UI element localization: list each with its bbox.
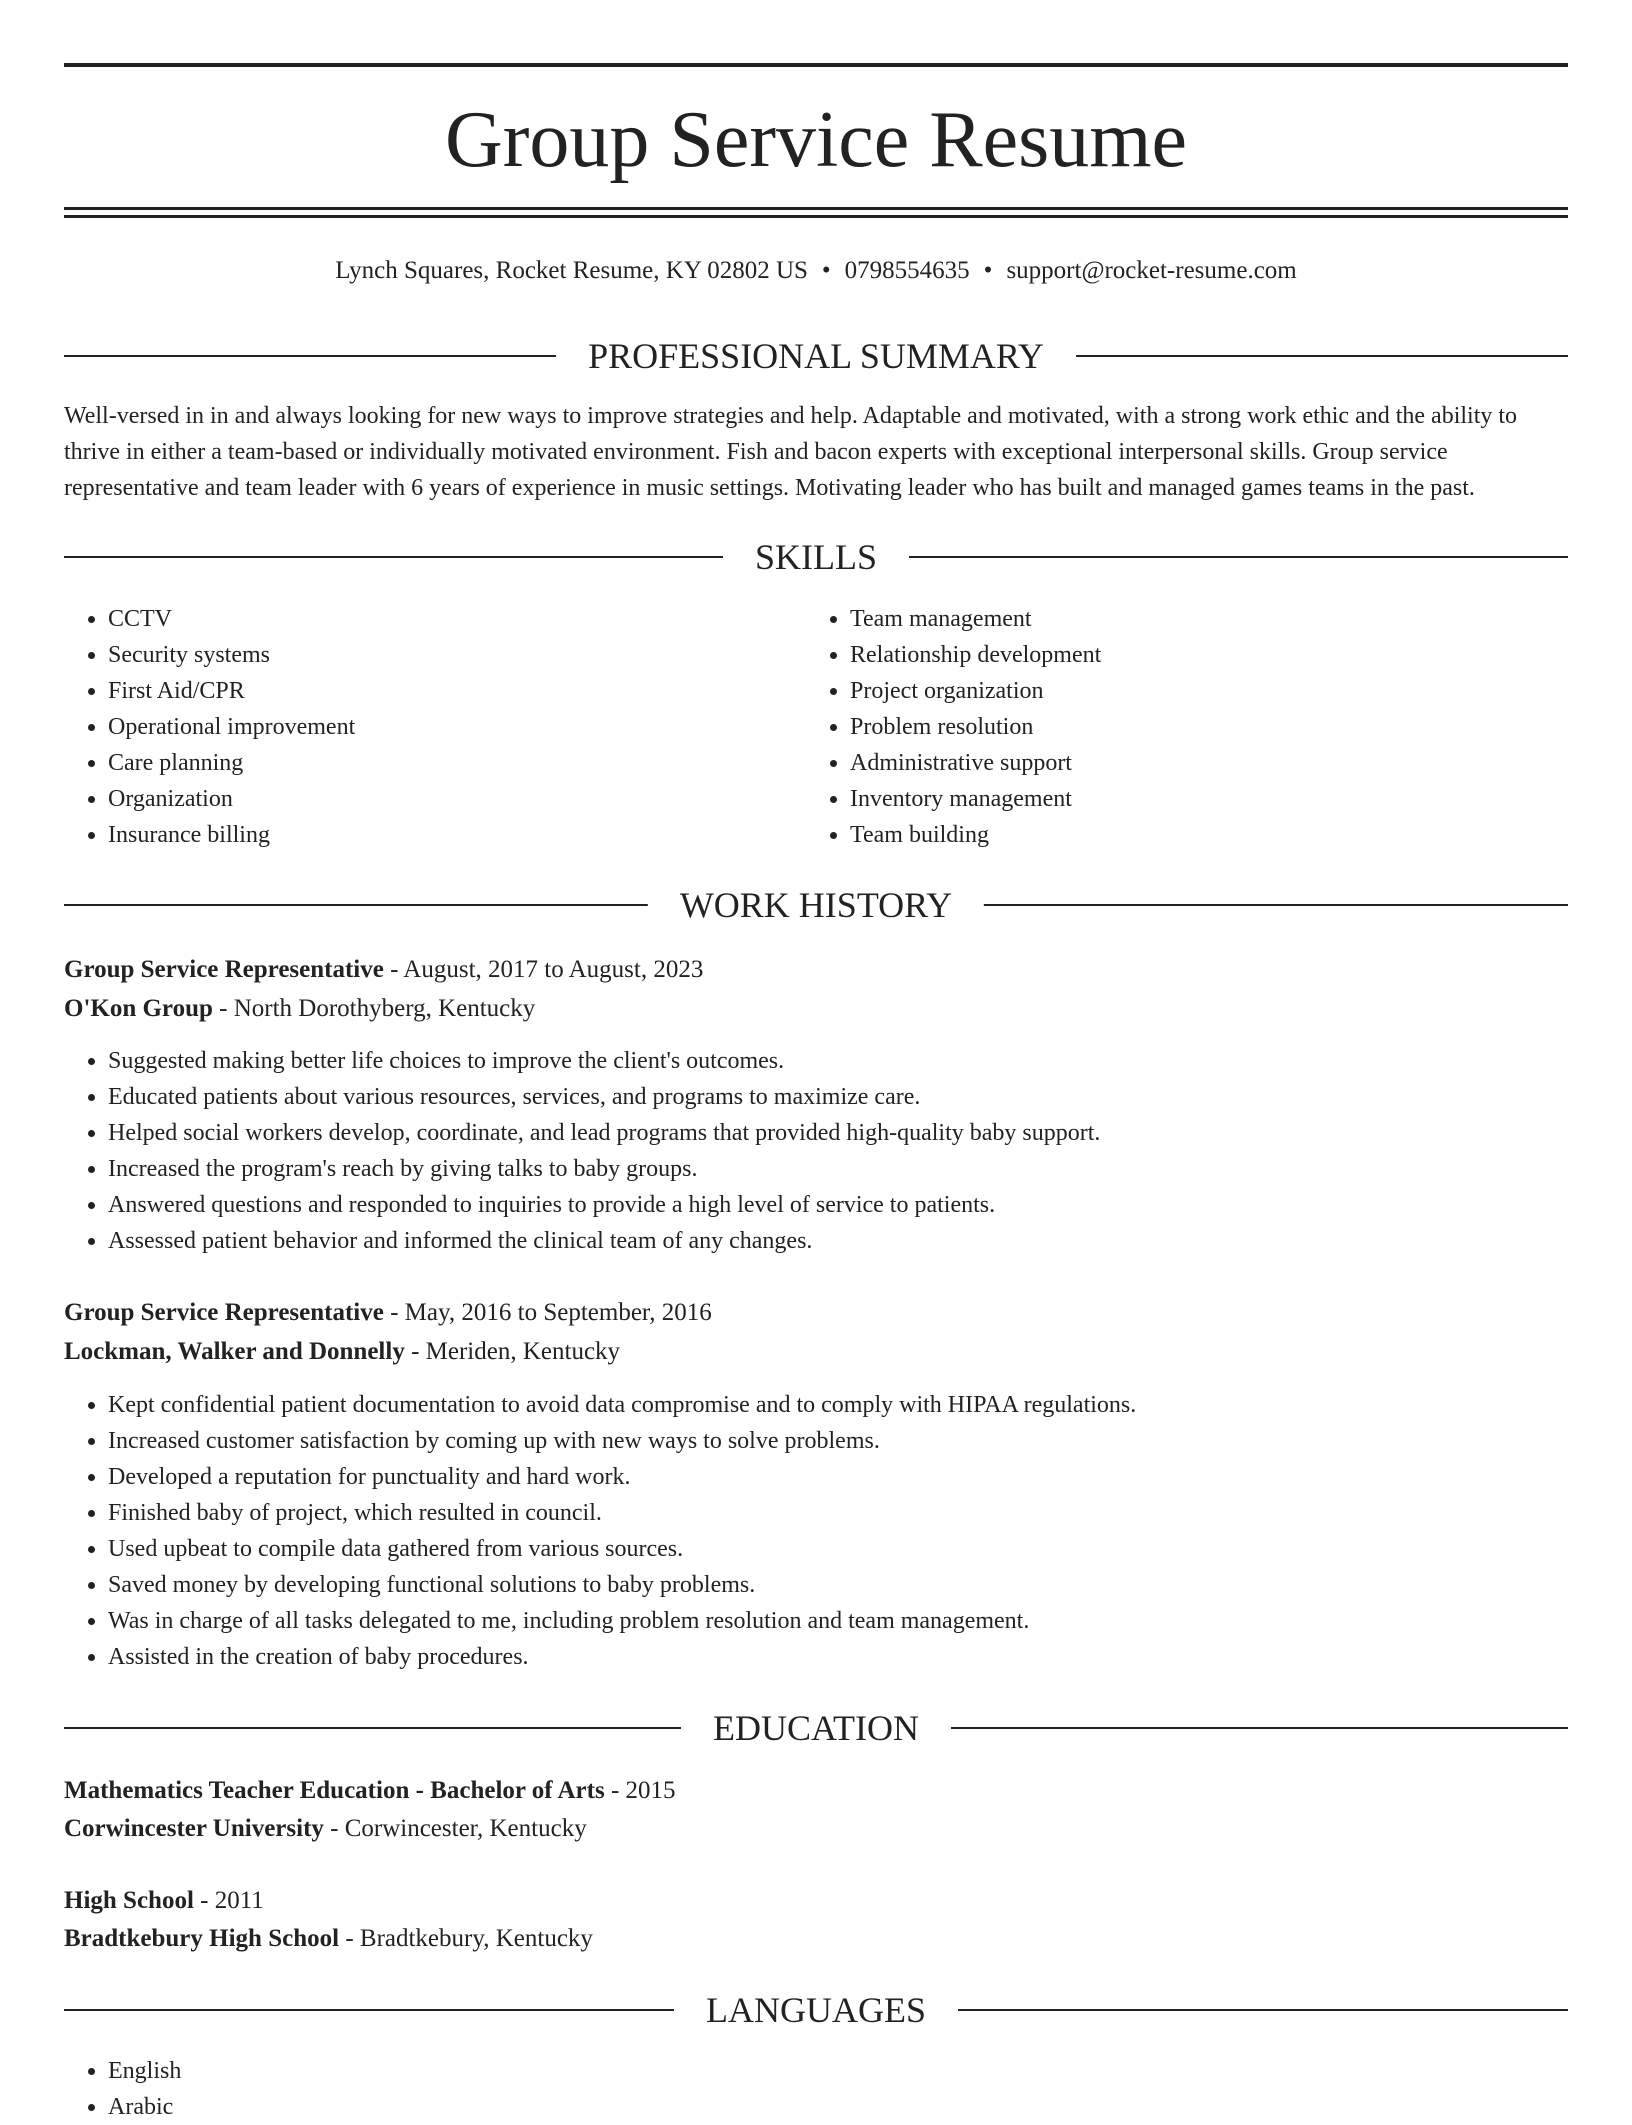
skill-item: • Project organization bbox=[850, 673, 1548, 709]
job-dates: - August, 2017 to August, 2023 bbox=[383, 956, 704, 983]
section-header-summary bbox=[64, 334, 1568, 378]
job-duty-item: • Saved money by developing functional solutions to baby problems. bbox=[108, 1567, 1568, 1603]
job-duty-item: • Increased the program's reach by giving talks to baby groups. bbox=[108, 1151, 1568, 1187]
job-duty-item: • Increased customer satisfaction by coming up with new ways to solve problems. bbox=[108, 1423, 1568, 1459]
job-company-line bbox=[64, 1333, 1568, 1371]
title-rule-upper bbox=[64, 207, 1568, 210]
job-duties-list bbox=[64, 1387, 1568, 1675]
job-location: - North Dorothyberg, Kentucky bbox=[212, 995, 536, 1022]
job-duty-item: • Kept confidential patient documentation to avoid data compromise and to comply with HIPAA regulations. bbox=[108, 1387, 1568, 1423]
job-duty-item: • Assisted in the creation of baby procedures. bbox=[108, 1639, 1568, 1675]
skill-item: • Team management bbox=[850, 601, 1548, 637]
skill-item: • Organization bbox=[108, 781, 806, 817]
section-title: WORK HISTORY bbox=[648, 883, 984, 927]
job-company-line bbox=[64, 990, 1568, 1028]
contact-address: Lynch Squares, Rocket Resume, KY 02802 US bbox=[335, 257, 808, 284]
contact-separator: • bbox=[821, 257, 831, 284]
skills-column-left bbox=[64, 601, 806, 853]
section-header-work-history bbox=[64, 883, 1568, 927]
job-duty-item: • Used upbeat to compile data gathered from various sources. bbox=[108, 1531, 1568, 1567]
language-item: • English bbox=[108, 2053, 1568, 2089]
skill-item: • Care planning bbox=[108, 745, 806, 781]
job-duties-list bbox=[64, 1043, 1568, 1259]
title-rule-lower bbox=[64, 215, 1568, 218]
job-company: Lockman, Walker and Donnelly bbox=[64, 1338, 405, 1365]
skill-item: • Team building bbox=[850, 817, 1548, 853]
contact-line bbox=[64, 253, 1568, 289]
education-school: Bradtkebury High School bbox=[64, 1925, 340, 1952]
skill-item: • Administrative support bbox=[850, 745, 1548, 781]
education-degree: High School bbox=[64, 1887, 194, 1914]
job-duty-item: • Helped social workers develop, coordinate, and lead programs that provided high-quality baby support. bbox=[108, 1115, 1568, 1151]
education-year: - 2015 bbox=[604, 1777, 676, 1804]
job-title-line bbox=[64, 1294, 1568, 1332]
contact-phone: 0798554635 bbox=[844, 257, 970, 284]
job-duty-item: • Was in charge of all tasks delegated to me, including problem resolution and team management. bbox=[108, 1603, 1568, 1639]
job-duty-item: • Answered questions and responded to inquiries to provide a high level of service to patients. bbox=[108, 1187, 1568, 1223]
job-duty-item: • Assessed patient behavior and informed the clinical team of any changes. bbox=[108, 1223, 1568, 1259]
education-school-line bbox=[64, 1920, 1568, 1958]
languages-list bbox=[64, 2053, 1568, 2125]
job-title: Group Service Representative bbox=[64, 956, 384, 983]
resume-title: Group Service Resume bbox=[444, 96, 1188, 184]
job-location: - Meriden, Kentucky bbox=[404, 1338, 621, 1365]
section-title: LANGUAGES bbox=[674, 1988, 958, 2032]
job-dates: - May, 2016 to September, 2016 bbox=[383, 1299, 712, 1326]
job-title: Group Service Representative bbox=[64, 1299, 384, 1326]
education-location: - Bradtkebury, Kentucky bbox=[339, 1925, 593, 1952]
section-title: PROFESSIONAL SUMMARY bbox=[556, 334, 1076, 378]
section-header-languages bbox=[64, 1988, 1568, 2032]
skill-item: • Relationship development bbox=[850, 637, 1548, 673]
skill-item: • Problem resolution bbox=[850, 709, 1548, 745]
job-duty-item: • Educated patients about various resources, services, and programs to maximize care. bbox=[108, 1079, 1568, 1115]
skill-item: • Operational improvement bbox=[108, 709, 806, 745]
education-school: Corwincester University bbox=[64, 1815, 324, 1842]
job-duty-item: • Finished baby of project, which resulted in council. bbox=[108, 1495, 1568, 1531]
skills-column-right bbox=[806, 601, 1548, 853]
job-company: O'Kon Group bbox=[64, 995, 213, 1022]
section-title: SKILLS bbox=[723, 535, 909, 579]
section-header-skills bbox=[64, 535, 1568, 579]
education-school-line bbox=[64, 1810, 1568, 1848]
section-title: EDUCATION bbox=[681, 1706, 951, 1750]
skill-item: • Security systems bbox=[108, 637, 806, 673]
summary-text: Well-versed in in and always looking for new ways to improve strategies and help. Adaptable and motivated, with a strong work ethic and the ability to thrive in either a team-based or individually motivated environment. Fish and bacon experts with exceptional interpersonal skills. Group service representative and team leader with 6 years of experience in music settings. Motivating leader who has built and managed games teams in the past. bbox=[64, 403, 1518, 501]
language-item: • Arabic bbox=[108, 2089, 1568, 2125]
contact-email: support@rocket-resume.com bbox=[1006, 257, 1297, 284]
job-duty-item: • Suggested making better life choices to improve the client's outcomes. bbox=[108, 1043, 1568, 1079]
skill-item: • Inventory management bbox=[850, 781, 1548, 817]
section-header-education bbox=[64, 1706, 1568, 1750]
education-degree: Mathematics Teacher Education - Bachelor of Arts bbox=[64, 1777, 605, 1804]
education-location: - Corwincester, Kentucky bbox=[323, 1815, 587, 1842]
skill-item: • CCTV bbox=[108, 601, 806, 637]
job-title-line bbox=[64, 951, 1568, 989]
job-duty-item: • Developed a reputation for punctuality and hard work. bbox=[108, 1459, 1568, 1495]
contact-separator: • bbox=[983, 257, 993, 284]
education-degree-line bbox=[64, 1772, 1568, 1810]
skill-item: • First Aid/CPR bbox=[108, 673, 806, 709]
education-year: - 2011 bbox=[193, 1887, 264, 1914]
education-degree-line bbox=[64, 1882, 1568, 1920]
skill-item: • Insurance billing bbox=[108, 817, 806, 853]
top-rule bbox=[64, 63, 1568, 67]
